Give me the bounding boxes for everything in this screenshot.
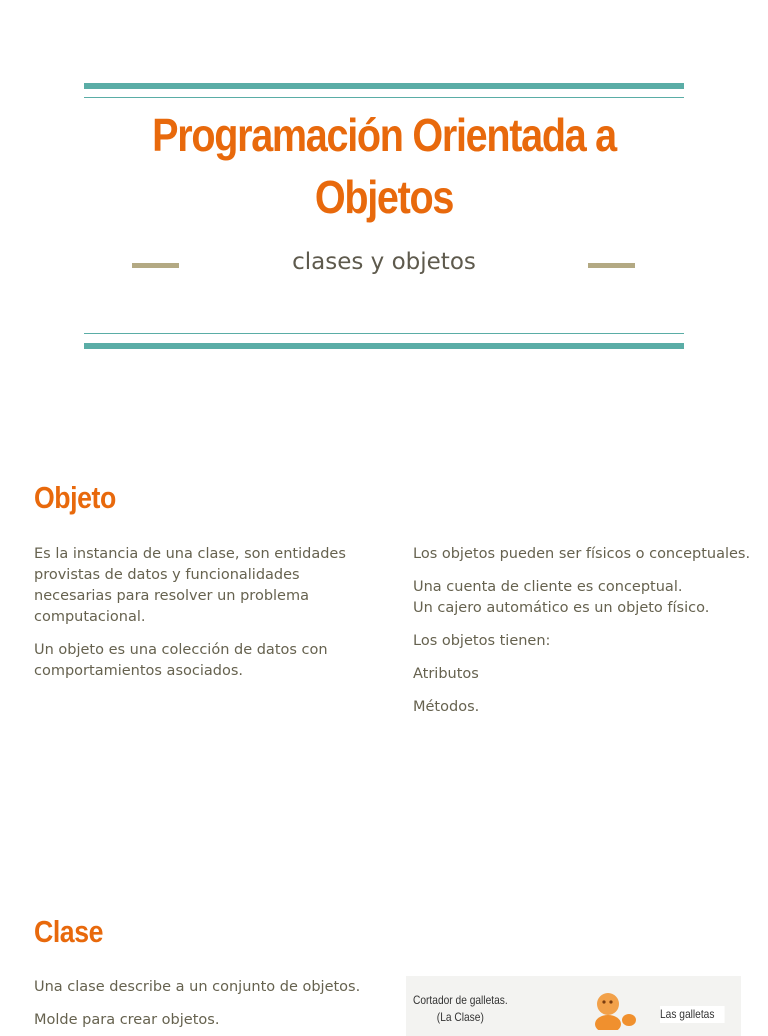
cookie-cutter-illustration <box>406 976 741 1036</box>
objeto-heading: Objeto <box>34 480 116 515</box>
clase-heading: Clase <box>34 914 104 949</box>
objeto-left-column <box>34 544 354 682</box>
cookies-label: Las galletas <box>660 1006 725 1023</box>
cookie-cutter-label-line-2: (La Clase) <box>436 1010 484 1024</box>
objeto-right-column <box>413 544 753 718</box>
objeto-definition-paragraph: Es la instancia de una clase, son entidades provistas de datos y funcionalidades necesarias para resolver un problema computacional. <box>34 546 346 625</box>
gingerbread-cookie-icon <box>590 990 640 1030</box>
presentation-subtitle: clases y objetos <box>292 249 476 275</box>
clase-left-column <box>34 977 374 1031</box>
atributos-item: Atributos <box>413 666 479 682</box>
clase-mold-paragraph: Molde para crear objetos. <box>34 1012 220 1028</box>
cookie-cutter-label-line-1: Cortador de galletas. <box>413 993 508 1007</box>
metodos-item: Métodos. <box>413 699 480 715</box>
physical-example: Un cajero automático es un objeto físico. <box>413 600 710 616</box>
clase-definition-paragraph: Una clase describe a un conjunto de objetos. <box>34 979 361 995</box>
objetos-tienen-label: Los objetos tienen: <box>413 633 551 649</box>
conceptual-example: Una cuenta de cliente es conceptual. <box>413 579 683 595</box>
objeto-types-paragraph: Los objetos pueden ser físicos o conceptuales. <box>413 546 751 562</box>
cookie-cutter-label <box>413 992 508 1026</box>
objeto-collection-paragraph: Un objeto es una colección de datos con comportamientos asociados. <box>34 642 328 679</box>
title-line-2: Objetos <box>314 171 454 223</box>
title-line-1: Programación Orientada a <box>152 109 616 161</box>
